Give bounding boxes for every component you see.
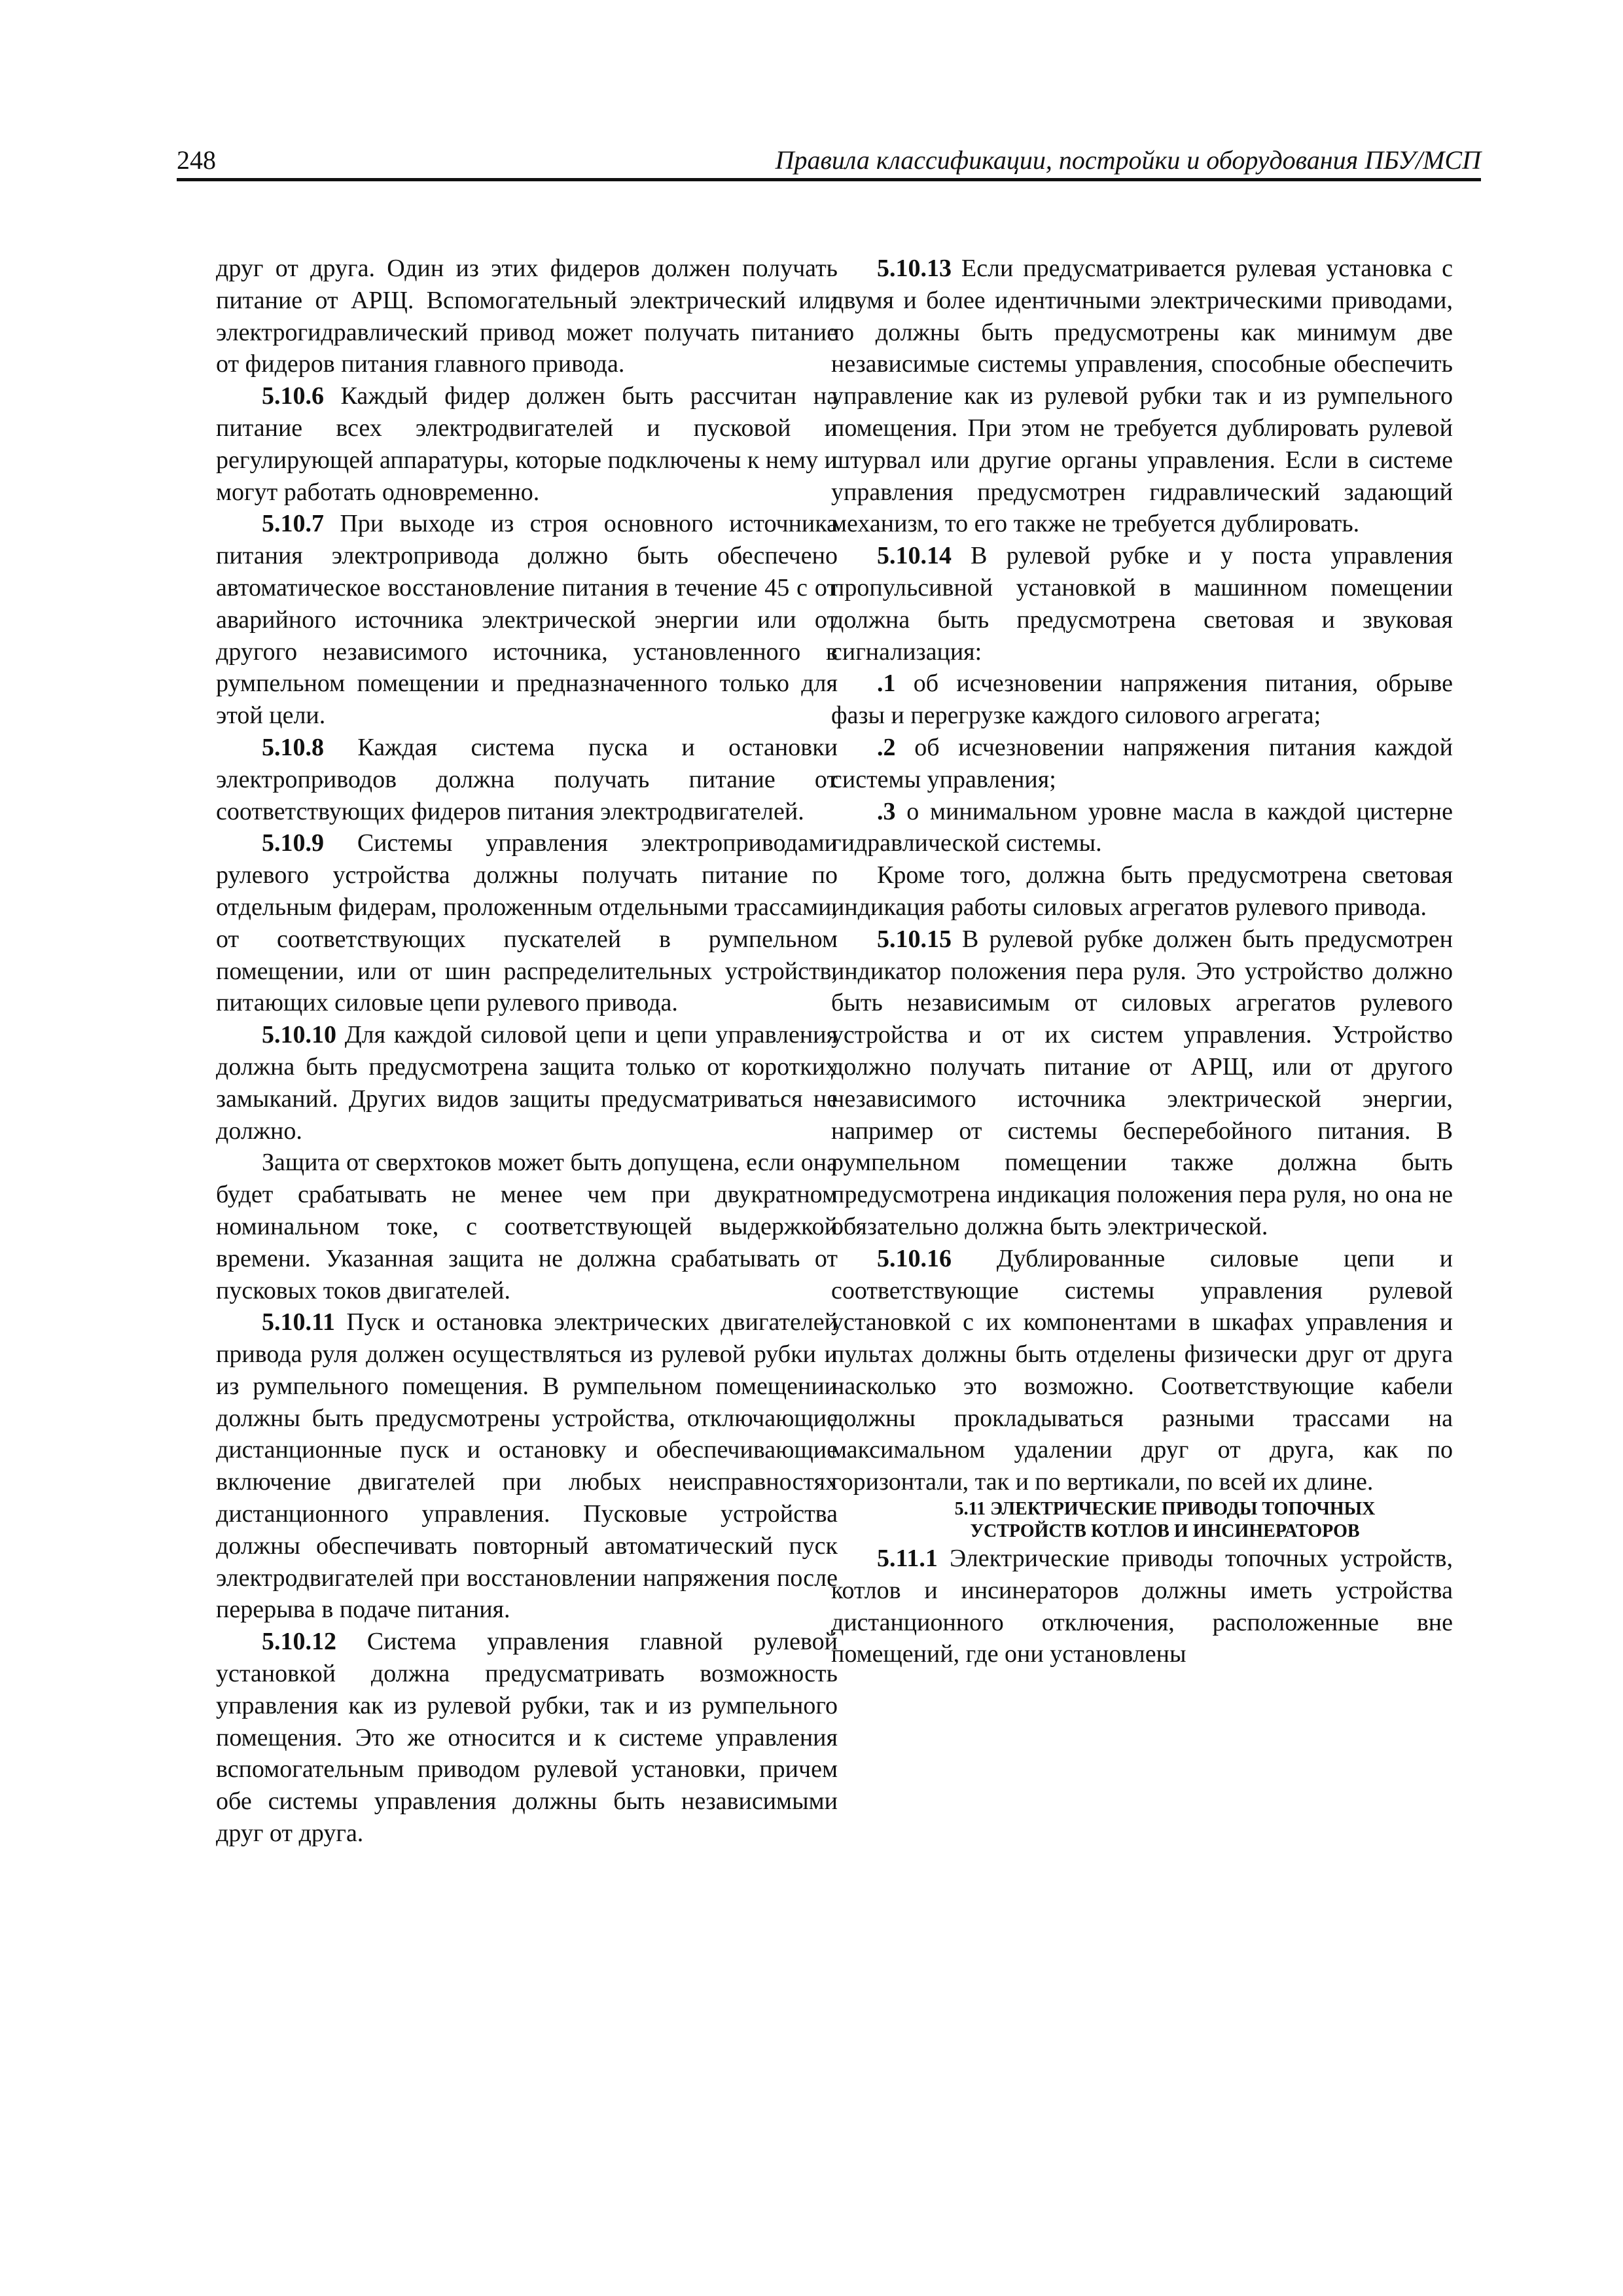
- page-number: 248: [177, 145, 216, 175]
- clause-number: .3: [877, 797, 896, 825]
- clause-number: 5.10.14: [877, 542, 952, 570]
- paragraph-text: В рулевой рубке должен быть предусмотрен индикатор положения пера руля. Это устройство должно быть независимым от силовых агрегатов рулевого устройства и от их систем управления. Устройство должно получать питание от АРЩ, или от другого независимого источника электрической энергии, например от системы бесперебойного питания. В румпельном помещении также должна быть предусмотрена индикация положения пера руля, но она не обязательно должна быть электрической.: [831, 925, 1453, 1240]
- clause-number: 5.10.11: [262, 1308, 335, 1336]
- paragraph: [216, 1147, 838, 1306]
- clause-number: 5.10.7: [262, 510, 324, 538]
- paragraph: [831, 859, 1453, 924]
- paragraph-text: При выходе из строя основного источника питания электропривода должно быть обеспечено автоматическое восстановление питания в течение 45 с от аварийного источника электрической энергии или от другого независимого источника, установленного в румпельном помещении и предназначенного только для этой цели.: [216, 510, 838, 730]
- clause-number: 5.10.16: [877, 1244, 952, 1272]
- clause-number: 5.10.13: [877, 255, 952, 282]
- paragraph: [831, 540, 1453, 668]
- paragraph: [216, 508, 838, 732]
- paragraph: [831, 732, 1453, 796]
- section-title-line: УСТРОЙСТВ КОТЛОВ И ИНСИНЕРАТОРОВ: [970, 1521, 1360, 1542]
- paragraph-text: Электрические приводы топочных устройств, котлов и инсинераторов должны иметь устройства дистанционного отключения, расположенные вне помещений, где они установлены: [831, 1545, 1453, 1668]
- paragraph-text: Каждый фидер должен быть рассчитан на питание всех электродвигателей и пусковой и регулирующей аппаратуры, которые подключены к нему и могут работать одновременно.: [216, 382, 838, 506]
- clause-number: 5.10.15: [877, 925, 952, 953]
- right-column: [831, 253, 1453, 1670]
- section-title: [831, 1498, 1453, 1543]
- clause-number: 5.10.10: [262, 1021, 336, 1049]
- paragraph: [831, 1243, 1453, 1498]
- paragraph: [831, 924, 1453, 1243]
- paragraph: [216, 380, 838, 508]
- paragraph: [831, 1543, 1453, 1670]
- paragraph: [216, 827, 838, 1019]
- paragraph: [216, 732, 838, 827]
- paragraph-text: Если предусматривается рулевая установка с двумя и более идентичными электрическими приводами, то должны быть предусмотрены как минимум две независимые системы управления, способные обеспечить управление как из рулевой рубки так и из румпельного помещения. При этом не требуется дублировать рулевой штурвал или другие органы управления. Если в системе управления предусмотрен гидравлический задающий механизм, то его также не требуется дублировать.: [831, 255, 1453, 538]
- paragraph: [216, 253, 838, 380]
- paragraph: [216, 1306, 838, 1626]
- paragraph-text: В рулевой рубке и у поста управления пропульсивной установкой в машинном помещении должна быть предусмотрена световая и звуковая сигнализация:: [831, 542, 1453, 666]
- paragraph-text: о минимальном уровне масла в каждой цистерне гидравлической системы.: [831, 797, 1453, 857]
- paragraph-text: Дублированные силовые цепи и соответствующие системы управления рулевой установкой с их компонентами в шкафах управления и пультах должны быть отделены физически друг от друга насколько это возможно. Соответствующие кабели должны прокладываться разными трассами на максимальном удалении друг от друга, как по горизонтали, так и по вертикали, по всей их длине.: [831, 1244, 1453, 1496]
- clause-number: 5.10.12: [262, 1628, 336, 1656]
- paragraph-text: об исчезновении напряжения питания, обрыве фазы и перегрузке каждого силового агрегата;: [831, 670, 1453, 730]
- clause-number: .2: [877, 733, 896, 761]
- left-column: [216, 253, 838, 1850]
- clause-number: 5.11.1: [877, 1545, 938, 1573]
- paragraph-text: Система управления главной рулевой установкой должна предусматривать возможность управления как из рулевой рубки, так и из румпельного помещения. Это же относится и к системе управления вспомогательным приводом рулевой установки, причем обе системы управления должны быть независимыми друг от друга.: [216, 1628, 838, 1848]
- paragraph-text: Каждая система пуска и остановки электроприводов должна получать питание от соответствующих фидеров питания электродвигателей.: [216, 733, 838, 825]
- paragraph-text: друг от друга. Один из этих фидеров должен получать питание от АРЩ. Вспомогательный электрический или электрогидравлический привод может получать питание от фидеров питания главного привода.: [216, 255, 838, 378]
- clause-number: 5.10.9: [262, 829, 324, 857]
- section-title-line: 5.11 ЭЛЕКТРИЧЕСКИЕ ПРИВОДЫ ТОПОЧНЫХ: [954, 1499, 1376, 1520]
- paragraph-text: Кроме того, должна быть предусмотрена световая индикация работы силовых агрегатов рулевого привода.: [831, 861, 1453, 921]
- paragraph-text: Пуск и остановка электрических двигателей привода руля должен осуществляться из рулевой рубки и из румпельного помещения. В румпельном помещении должны быть предусмотрены устройства, отключающие дистанционные пуск и остановку и обеспечивающие включение двигателей при любых неисправностях дистанционного управления. Пусковые устройства должны обеспечивать повторный автоматический пуск электродвигателей при восстановлении напряжения после перерыва в подаче питания.: [216, 1308, 838, 1624]
- paragraph-text: об исчезновении напряжения питания каждой системы управления;: [831, 733, 1453, 793]
- paragraph: [216, 1626, 838, 1850]
- paragraph-text: Защита от сверхтоков может быть допущена, если она будет срабатывать не менее чем при двукратном номинальном токе, с соответствующей выдержкой времени. Указанная защита не должна срабатывать от пусковых токов двигателей.: [216, 1149, 838, 1304]
- page-header: [177, 137, 1481, 181]
- paragraph: [216, 1019, 838, 1147]
- running-title: Правила классификации, постройки и оборудования ПБУ/МСП: [775, 145, 1481, 175]
- clause-number: 5.10.8: [262, 733, 324, 761]
- clause-number: 5.10.6: [262, 382, 324, 410]
- paragraph: [831, 796, 1453, 860]
- paragraph: [831, 253, 1453, 540]
- paragraph-text: Системы управления электроприводами рулевого устройства должны получать питание по отдельным фидерам, проложенным отдельными трассами, от соответствующих пускателей в румпельном помещении, или от шин распределительных устройств, питающих силовые цепи рулевого привода.: [216, 829, 838, 1017]
- paragraph-text: Для каждой силовой цепи и цепи управления должна быть предусмотрена защита только от коротких замыканий. Других видов защиты предусматриваться не должно.: [216, 1021, 838, 1145]
- paragraph: [831, 668, 1453, 732]
- clause-number: .1: [877, 670, 896, 698]
